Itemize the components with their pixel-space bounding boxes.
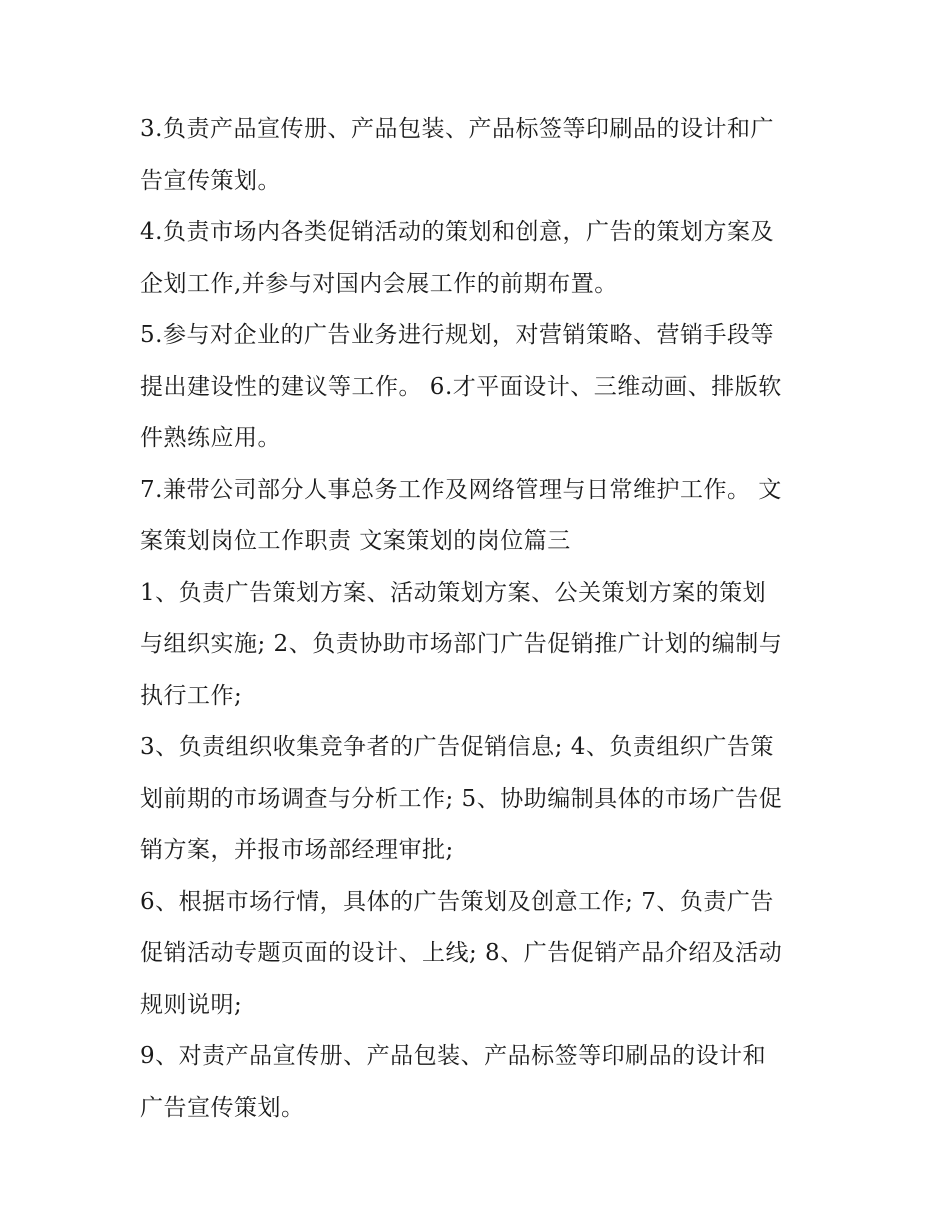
text-line: 广告宣传策划。 [140, 1094, 305, 1121]
text-line: 与组织实施; 2、负责协助市场部门广告促销推广计划的编制与 [140, 631, 783, 657]
text-line: 告宣传策划。 [140, 167, 281, 194]
text-line: 1、负责广告策划方案、活动策划方案、公关策划方案的策划 [140, 579, 767, 606]
text-line: 销方案，并报市场部经理审批; [140, 837, 454, 863]
document-body [140, 104, 820, 1134]
text-line: 案策划岗位工作职责 文案策划的岗位篇三 [140, 528, 571, 554]
text-line: 3.负责产品宣传册、产品包装、产品标签等印刷品的设计和广 [140, 116, 774, 142]
text-line: 6、根据市场行情，具体的广告策划及创意工作; 7、负责广告 [140, 888, 774, 915]
text-line: 执行工作; [140, 682, 243, 709]
text-line: 3、负责组织收集竞争者的广告促销信息; 4、负责组织广告策 [140, 734, 774, 760]
text-line: 提出建设性的建议等工作。 6.才平面设计、三维动画、排版软 [140, 373, 782, 400]
text-line: 促销活动专题页面的设计、上线; 8、广告促销产品介绍及活动 [140, 940, 783, 966]
text-line: 7.兼带公司部分人事总务工作及网络管理与日常维护工作。 文 [140, 476, 782, 503]
text-line: 9、对责产品宣传册、产品包装、产品标签等印刷品的设计和 [140, 1043, 767, 1069]
text-line: 5.参与对企业的广告业务进行规划，对营销策略、营销手段等 [140, 322, 774, 348]
text-line: 划前期的市场调查与分析工作; 5、协助编制具体的市场广告促 [140, 785, 783, 812]
text-line: 4.负责市场内各类促销活动的策划和创意，广告的策划方案及 [140, 219, 774, 245]
text-line: 件熟练应用。 [140, 425, 281, 451]
text-line: 规则说明; [140, 991, 243, 1018]
text-line: 企划工作,并参与对国内会展工作的前期布置。 [140, 270, 618, 297]
